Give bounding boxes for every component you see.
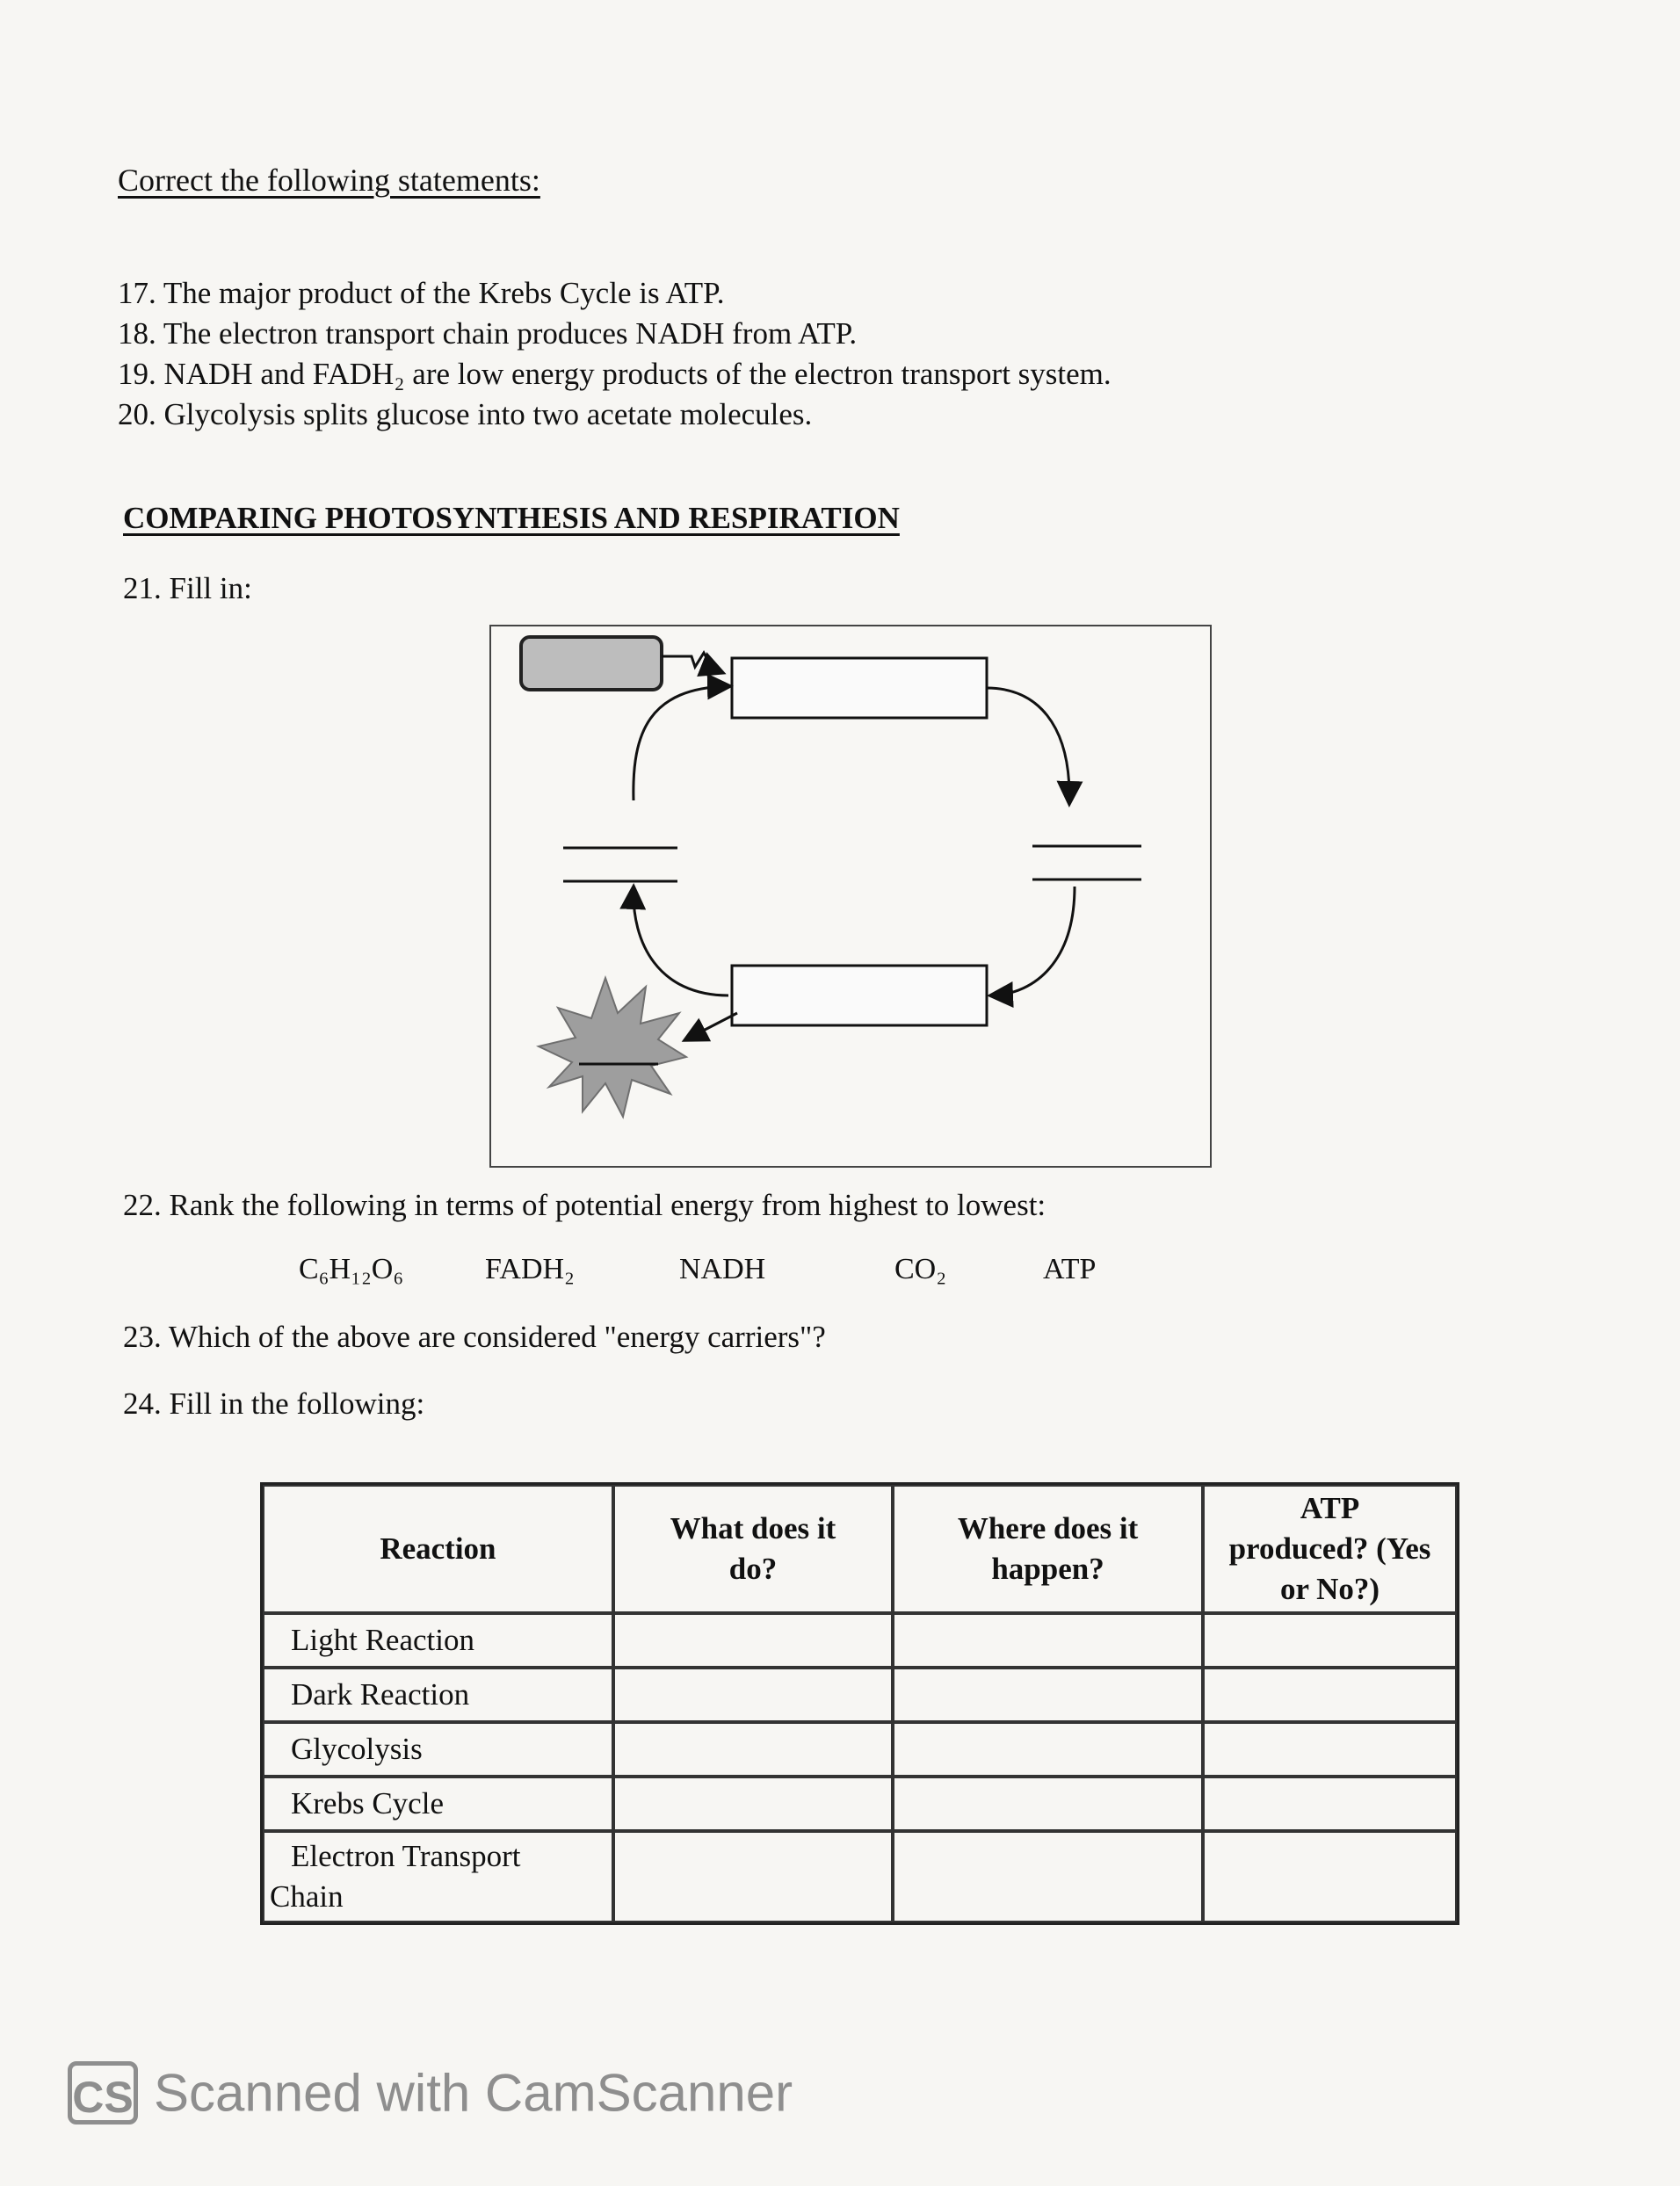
table-row: [263, 1722, 1457, 1777]
section-heading-comparing: COMPARING PHOTOSYNTHESIS AND RESPIRATION: [123, 501, 900, 535]
arrow-top-to-right: [987, 688, 1069, 802]
cell-etc-where[interactable]: [893, 1831, 1203, 1922]
question-22: 22. Rank the following in terms of potential energy from highest to lowest:: [123, 1188, 1046, 1222]
table-row: [263, 1613, 1457, 1668]
statement-17: 17. The major product of the Krebs Cycle is ATP.: [118, 276, 725, 310]
squiggle-arrow: [662, 653, 721, 672]
photosynthesis-respiration-diagram: [489, 625, 1212, 1168]
table-row: [263, 1777, 1457, 1831]
cell-glycolysis-atp[interactable]: [1203, 1722, 1457, 1777]
question-21: 21. Fill in:: [123, 571, 252, 605]
cell-krebs-where[interactable]: [893, 1777, 1203, 1831]
cell-dark-what[interactable]: [613, 1668, 893, 1722]
bottom-blank-box: [732, 966, 987, 1025]
cycle-diagram-svg: [491, 626, 1213, 1169]
top-blank-box: [732, 658, 987, 718]
row-label-krebs-cycle: Krebs Cycle: [263, 1777, 613, 1831]
reaction-table: [260, 1482, 1459, 1925]
statement-19: 19. NADH and FADH₂ are low energy products of the electron transport system.: [118, 357, 1112, 391]
cell-light-what[interactable]: [613, 1613, 893, 1668]
cell-glycolysis-what[interactable]: [613, 1722, 893, 1777]
cell-etc-atp[interactable]: [1203, 1831, 1457, 1922]
header-what-text: What does it do?: [670, 1511, 836, 1586]
cell-etc-what[interactable]: [613, 1831, 893, 1922]
arrow-bottom-to-left: [634, 888, 728, 995]
camscanner-text: Scanned with CamScanner: [154, 2063, 793, 2123]
cell-light-atp[interactable]: [1203, 1613, 1457, 1668]
statement-18: 18. The electron transport chain produces NADH from ATP.: [118, 316, 858, 351]
rank-item-nadh: NADH: [679, 1253, 766, 1285]
header-where: [893, 1485, 1203, 1613]
table-row: [263, 1831, 1457, 1922]
row-label-glycolysis: Glycolysis: [263, 1722, 613, 1777]
question-24: 24. Fill in the following:: [123, 1386, 425, 1421]
question-23: 23. Which of the above are considered "energy carriers"?: [123, 1320, 826, 1354]
etc-label-text: Electron Transport Chain: [270, 1839, 521, 1914]
header-atp-text: ATP produced? (Yes or No?): [1228, 1491, 1431, 1606]
cell-krebs-what[interactable]: [613, 1777, 893, 1831]
header-atp: [1203, 1485, 1457, 1613]
row-label-dark-reaction: Dark Reaction: [263, 1668, 613, 1722]
starburst-shape: [539, 978, 686, 1117]
cell-krebs-atp[interactable]: [1203, 1777, 1457, 1831]
header-what: [613, 1485, 893, 1613]
arrow-right-to-bottom: [992, 887, 1075, 995]
arrow-to-star: [686, 1013, 737, 1039]
cell-dark-atp[interactable]: [1203, 1668, 1457, 1722]
camscanner-logo-icon: CS: [68, 2061, 138, 2124]
cell-dark-where[interactable]: [893, 1668, 1203, 1722]
rank-item-fadh2: FADH₂: [485, 1253, 575, 1285]
table-row: [263, 1668, 1457, 1722]
cell-glycolysis-where[interactable]: [893, 1722, 1203, 1777]
rank-item-glucose: C₆H₁₂O₆: [299, 1253, 404, 1285]
cell-light-where[interactable]: [893, 1613, 1203, 1668]
header-reaction: Reaction: [263, 1485, 613, 1613]
row-label-electron-transport-chain: [263, 1831, 613, 1922]
grey-label-box: [521, 637, 662, 690]
rank-item-atp: ATP: [1043, 1253, 1097, 1285]
rank-item-co2: CO₂: [894, 1253, 947, 1285]
statement-20: 20. Glycolysis splits glucose into two acetate molecules.: [118, 397, 813, 431]
section-heading-correct: Correct the following statements:: [118, 163, 540, 198]
arrow-left-to-top: [634, 686, 728, 800]
table-header-row: [263, 1485, 1457, 1613]
row-label-light-reaction: Light Reaction: [263, 1613, 613, 1668]
header-where-text: Where does it happen?: [957, 1511, 1139, 1586]
camscanner-watermark: [68, 2059, 793, 2124]
